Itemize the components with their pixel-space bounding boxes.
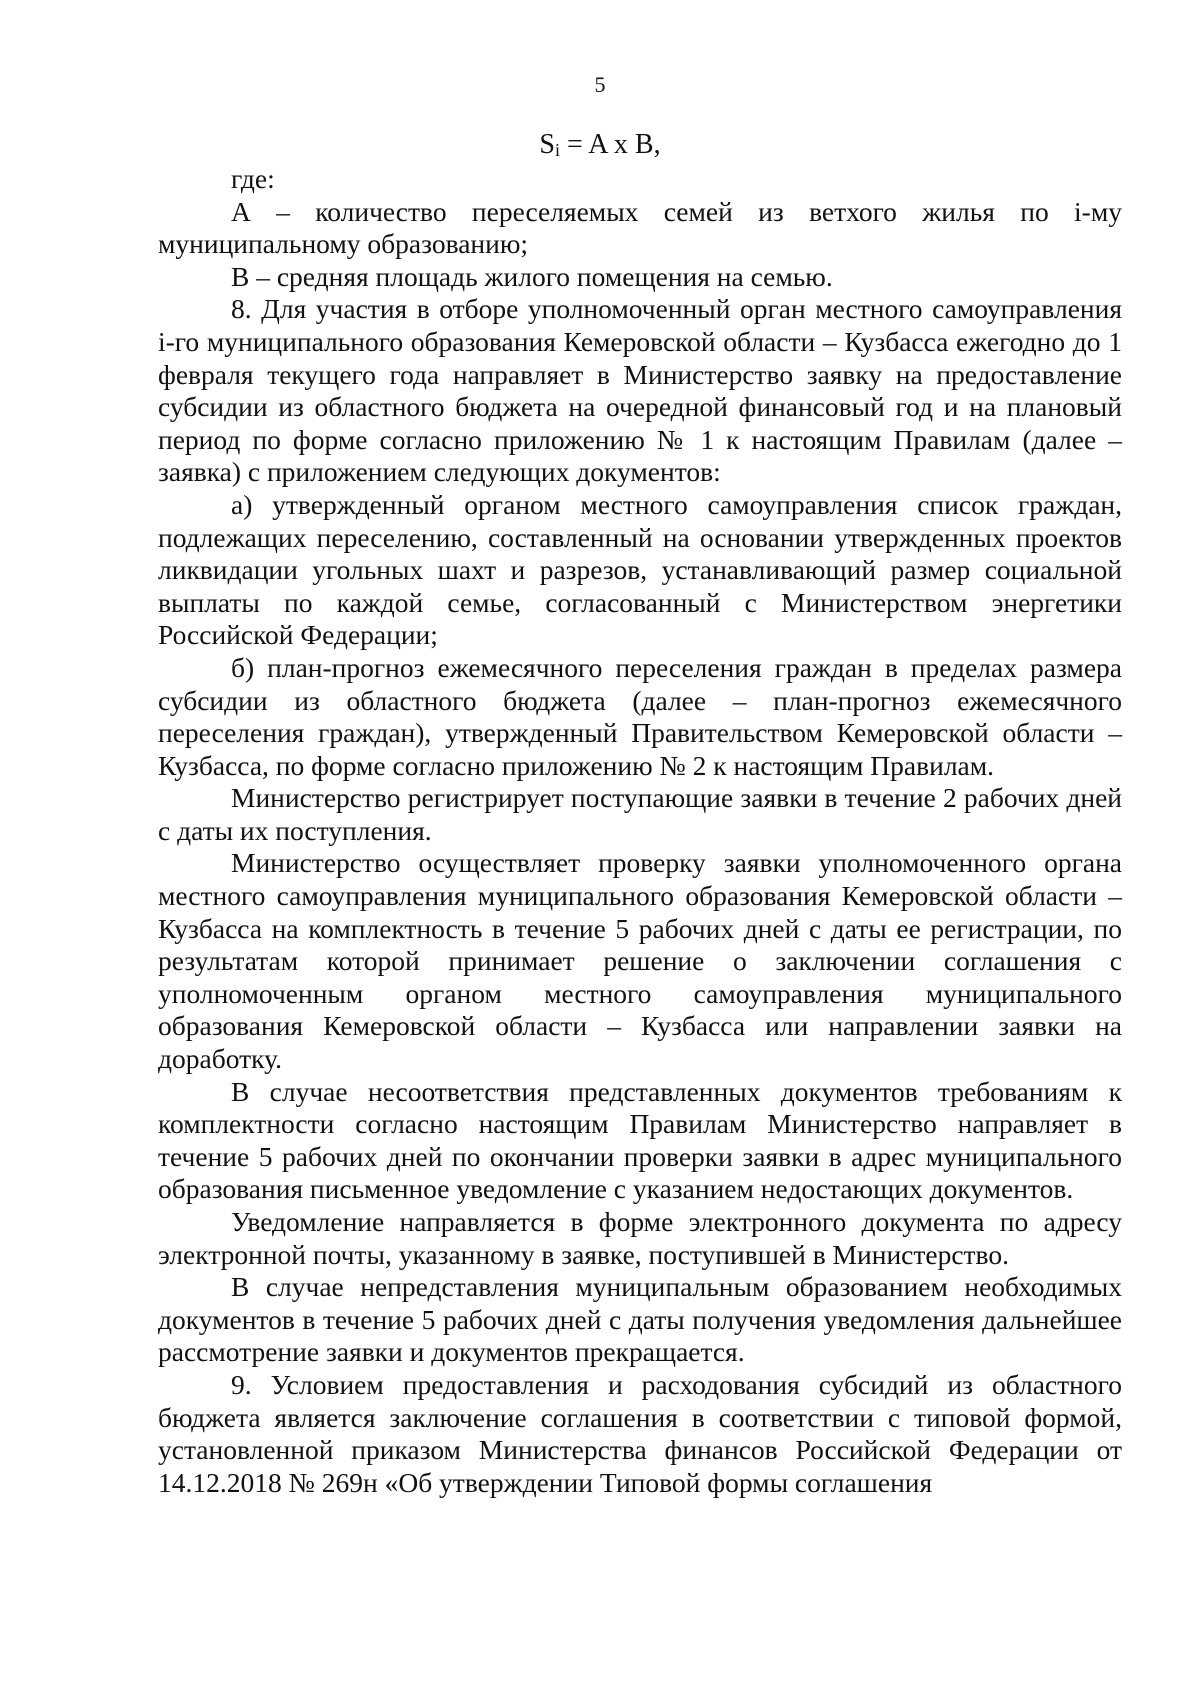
page-number: 5 xyxy=(594,72,606,97)
paragraph-definition-a: А – количество переселяемых семей из ветхого жилья по i-му муниципальному образованию; xyxy=(158,195,1122,260)
paragraph-clause-9: 9. Условием предоставления и расходования субсидий из областного бюджета является заключение соглашения в соответствии с типовой формой, установленной приказом Министерства финансов Российской Федерации от 14.12.2018 № 269н «Об утверждении Типовой формы соглашения xyxy=(158,1368,1122,1498)
document-body xyxy=(158,163,1122,1499)
paragraph-termination: В случае непредставления муниципальным образованием необходимых документов в течение 5 рабочих дней с даты получения уведомления дальнейшее рассмотрение заявки и документов прекращается. xyxy=(158,1271,1122,1368)
paragraph-verification: Министерство осуществляет проверку заявки уполномоченного органа местного самоуправления муниципального образования Кемеровской области – Кузбасса на комплектность в течение 5 рабочих дней с даты ее регистрации, по результатам которой принимает решение о заключении соглашения с уполномоченным органом местного самоуправления муниципального образования Кемеровской области – Кузбасса или направлении заявки на доработку. xyxy=(158,847,1122,1075)
formula-lhs-index: i xyxy=(554,140,560,160)
paragraph-item-b: б) план-прогноз ежемесячного переселения граждан в пределах размера субсидии из областного бюджета (далее – план-прогноз ежемесячного переселения граждан), утвержденный Правительством Кемеровской области – Кузбасса, по форме согласно приложению № 2 к настоящим Правилам. xyxy=(158,651,1122,781)
formula-lhs-symbol: S xyxy=(539,129,555,160)
paragraph-clause-8: 8. Для участия в отборе уполномоченный орган местного самоуправления i-го муниципального образования Кемеровской области – Кузбасса ежегодно до 1 февраля текущего года направляет в Министерство заявку на предоставление субсидии из областного бюджета на очередной финансовый год и на плановый период по форме согласно приложению № 1 к настоящим Правилам (далее – заявка) с приложением следующих документов: xyxy=(158,293,1122,488)
paragraph-where: где: xyxy=(231,163,275,194)
paragraph-nonconformity: В случае несоответствия представленных документов требованиям к комплектности согласно настоящим Правилам Министерство направляет в течение 5 рабочих дней по окончании проверки заявки в адрес муниципального образования письменное уведомление с указанием недостающих документов. xyxy=(158,1075,1122,1205)
paragraph-item-a: а) утвержденный органом местного самоуправления список граждан, подлежащих переселению, составленный на основании утвержденных проектов ликвидации угольных шахт и разрезов, устанавливающий размер социальной выплаты по каждой семье, согласованный с Министерством энергетики Российской Федерации; xyxy=(158,488,1122,651)
formula-rhs: = A x B, xyxy=(559,129,661,160)
formula xyxy=(0,128,1200,167)
paragraph-notification: Уведомление направляется в форме электронного документа по адресу электронной почты, указанному в заявке, поступившей в Министерство. xyxy=(158,1206,1122,1270)
paragraph-registration: Министерство регистрирует поступающие заявки в течение 2 рабочих дней с даты их поступления. xyxy=(158,782,1122,846)
paragraph-definition-b: В – средняя площадь жилого помещения на семью. xyxy=(231,260,833,292)
